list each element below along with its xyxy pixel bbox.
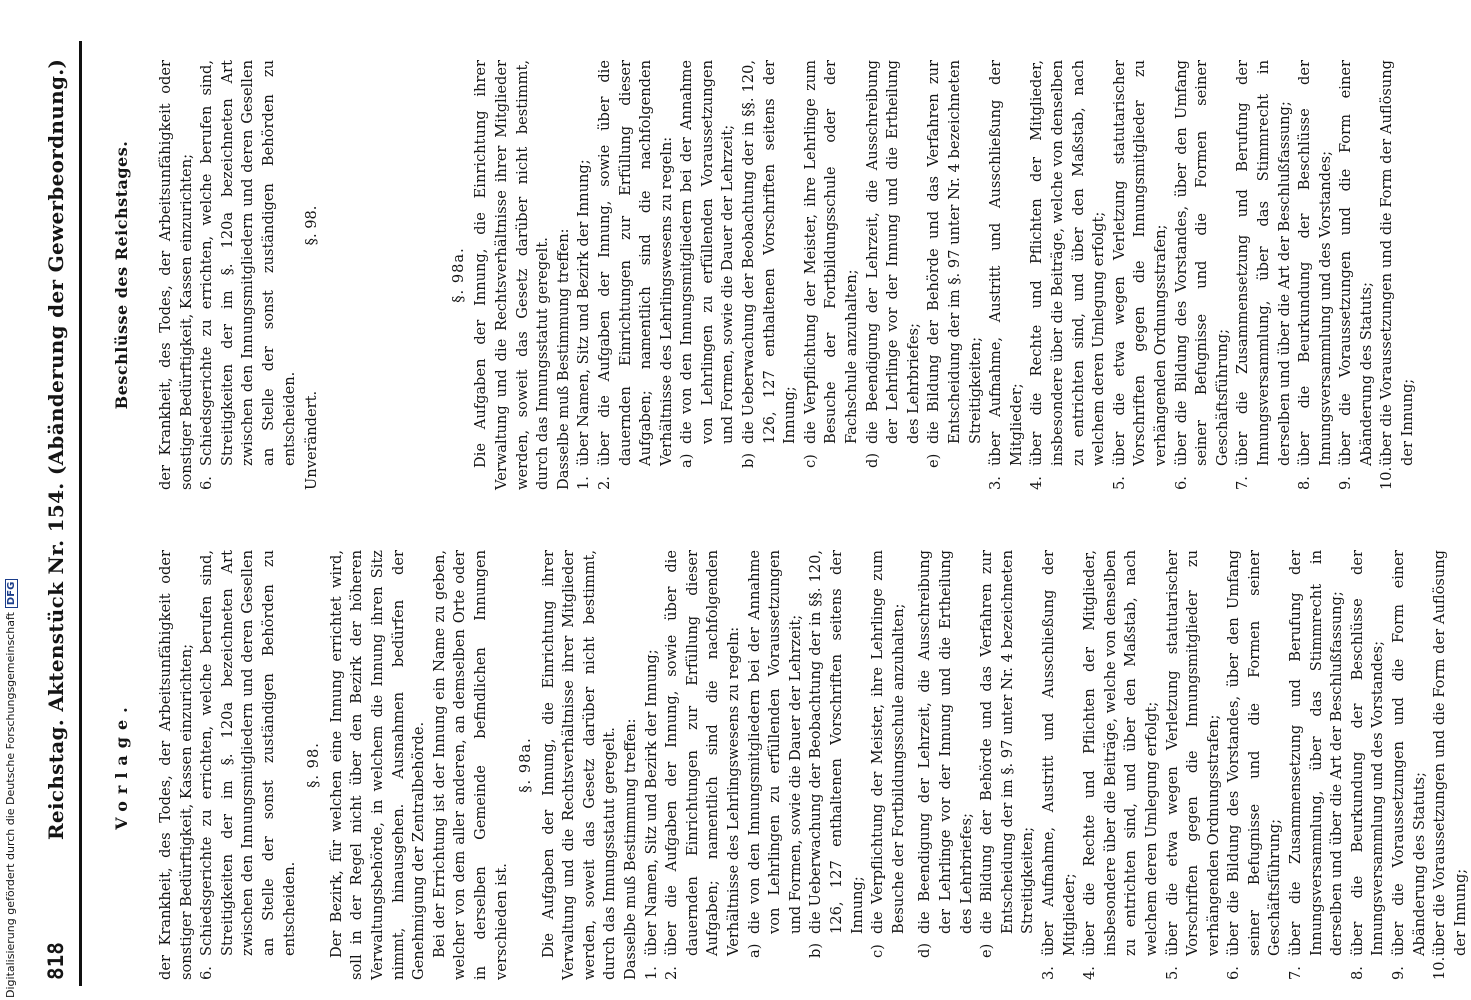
column-beschluesse: [112, 60, 1419, 490]
section-heading-98a: §. 98a.: [449, 247, 467, 303]
header-rule: [79, 41, 82, 986]
list-item-2: 2. über die Aufgaben der Innung, sowie über die dauernden Einrichtungen zur Erfüllung dieser Aufgaben; namentlich sind die nachfolgenden Verhältnisse des Lehrlingswesens zu regeln:: [595, 60, 675, 490]
list-item-6: 6. Schiedsgerichte zu errichten, welche berufen sind, Streitigkeiten der im §. 120a bezeichneten Art zwischen den Innungsmitgliedern und deren Gesellen an Stelle der sonst zuständigen Behörden zu entscheiden.: [198, 60, 298, 490]
list-subitem-d: d) die Beendigung der Lehrzeit, die Ausschreibung der Lehrlinge vor der Innung und die Ertheilung des Lehrbriefes;: [916, 550, 975, 958]
list-subitem-c: c) die Verpflichtung der Meister, ihre Lehrlinge zum Besuche der Fortbildungsschule anzuhalten;: [869, 550, 907, 958]
list-item-8: 8. über die Beurkundung der Beschlüsse der Innungsversammlung und des Vorstandes;: [1348, 550, 1387, 980]
paragraph-98-2: Bei der Errichtung ist der Innung ein Name zu geben, welcher von dem aller anderen, an demselben Orte oder in derselben Gemeinde befindlichen Innungen verschieden ist.: [430, 550, 510, 980]
list-item-1: 1. über Namen, Sitz und Bezirk der Innung;: [575, 159, 593, 490]
list-subitem-b: b) die Ueberwachung der Beobachtung der in §§. 120, 126, 127 enthaltenen Vorschriften seitens der Innung;: [740, 60, 799, 468]
section-heading-98: §. 98.: [305, 742, 323, 788]
list-item-3: 3. über Aufnahme, Austritt und Ausschließung der Mitglieder;: [1039, 550, 1078, 980]
paragraph-98a-2: Dasselbe muß Bestimmung treffen:: [554, 228, 572, 490]
list-item-4: 4. über die Rechte und Pflichten der Mitglieder, insbesondere über die Beiträge, welche von denselben zu entrichten sind, und über den Maßstab, nach welchem deren Umlegung erfolgt;: [1028, 60, 1108, 490]
list-item-1: 1. über Namen, Sitz und Bezirk der Innung;: [642, 649, 660, 980]
list-item-6b: 6. über die Bildung des Vorstandes, über den Umfang seiner Befugnisse und die Formen seiner Geschäftsführung;: [1225, 550, 1284, 980]
column-vorlage: [112, 550, 1471, 980]
paragraph-98a-1: Die Aufgaben der Innung, die Einrichtung ihrer Verwaltung und die Rechtsverhältnisse ihrer Mitglieder werden, soweit das Gesetz darüber nicht bestimmt, durch das Innungsstatut geregelt.: [472, 60, 552, 490]
list-item-10: 10. über die Voraussetzungen und die Form der Auflösung der Innung;: [1378, 60, 1417, 490]
list-subitem-c: c) die Verpflichtung der Meister, ihre Lehrlinge zum Besuche der Fortbildungsschule oder der Fachschule anzuhalten;: [801, 60, 861, 468]
list-subitem-e: e) die Bildung der Behörde und das Verfahren zur Entscheidung der im §. 97 unter Nr. 4 bezeichneten Streitigkeiten;: [925, 60, 984, 468]
list-item-4: 4. über die Rechte und Pflichten der Mitglieder, insbesondere über die Beiträge, welche von denselben zu entrichten sind, und über den Maßstab, nach welchem deren Umlegung erfolgt;: [1081, 550, 1160, 980]
list-item-3: 3. über Aufnahme, Austritt und Ausschließung der Mitglieder;: [987, 60, 1025, 490]
list-subitem-b: b) die Ueberwachung der Beobachtung der in §§. 120, 126, 127 enthaltenen Vorschriften seitens der Innung;: [807, 550, 866, 958]
running-head: Reichstag. Aktenstück Nr. 154. (Abänderung der Gewerbeordnung.): [44, 58, 68, 840]
list-item-2: 2. über die Aufgaben der Innung, sowie über die dauernden Einrichtungen zur Erfüllung dieser Aufgaben; namentlich sind die nachfolgenden Verhältnisse des Lehrlingswesens zu regeln:: [663, 550, 743, 980]
intro-text: der Krankheit, des Todes, der Arbeitsunfähigkeit oder sonstiger Bedürftigkeit, Kassen einzurichten;: [157, 550, 195, 980]
list-item-9: 9. über die Voraussetzungen und die Form einer Abänderung des Statuts;: [1337, 60, 1375, 490]
list-item-9: 9. über die Voraussetzungen und die Form einer Abänderung des Statuts;: [1390, 550, 1428, 980]
list-item-7: 7. über die Zusammensetzung und Berufung der Innungsversammlung, über das Stimmrecht in derselben und über die Art der Beschlußfassung;: [1287, 550, 1346, 980]
list-subitem-a: a) die von den Innungsmitgliedern bei der Annahme von Lehrlingen zu erfüllenden Voraussetzungen und Formen, sowie die Dauer der Lehrzeit;: [678, 60, 737, 468]
digitization-credit: [4, 0, 18, 998]
page-number: 818: [44, 942, 68, 980]
item-text: Schiedsgerichte zu errichten, welche berufen sind, Streitigkeiten der im §. 120a bezeichneten Art zwischen den Innungsmitgliedern und deren Gesellen an Stelle der sonst zuständigen Behörden zu entscheiden.: [198, 550, 298, 956]
column-title-vorlage: Vorlage.: [112, 700, 131, 830]
item-number: 6.: [198, 966, 216, 980]
list-item-7: 7. über die Zusammensetzung und Berufung der Innungsversammlung, über das Stimmrecht in derselben und über die Art der Beschlußfassung;: [1234, 60, 1293, 490]
list-subitem-e: e) die Bildung der Behörde und das Verfahren zur Entscheidung der im §. 97 unter Nr. 4 bezeichneten Streitigkeiten;: [978, 550, 1037, 958]
list-item-5: 5. über die etwa wegen Verletzung statutarischer Vorschriften gegen die Innungsmitglieder zu verhängenden Ordnungsstrafen;: [1110, 60, 1169, 490]
unchanged-row: [302, 60, 323, 490]
paragraph-98-1: Der Bezirk, für welchen eine Innung errichtet wird, soll in der Regel nicht über den Bezirk der höheren Verwaltungsbehörde, in welchem die Innung ihren Sitz nimmt, hinausgehen. Ausnahmen bedürfen der Genehmigung der Zentralbehörde.: [327, 550, 428, 980]
paragraph-98a-1: Die Aufgaben der Innung, die Einrichtung ihrer Verwaltung und die Rechtsverhältnisse ihrer Mitglieder werden, soweit das Gesetz darüber nicht bestimmt, durch das Innungsstatut geregelt.: [539, 550, 619, 980]
paragraph-98a-2: Dasselbe muß Bestimmung treffen:: [622, 718, 640, 980]
list-item-8: 8. über die Beurkundung der Beschlüsse der Innungsversammlung und des Vorstandes;: [1296, 60, 1334, 490]
list-subitem-d: d) die Beendigung der Lehrzeit, die Ausschreibung der Lehrlinge vor der Innung und die Ertheilung des Lehrbriefes;: [863, 60, 922, 468]
section-heading-98a: §. 98a.: [517, 737, 535, 793]
unchanged-label: Unverändert.: [303, 390, 321, 490]
credit-text: Digitalisierung gefördert durch die Deutsche Forschungsgemeinschaft: [4, 612, 17, 998]
column-title-beschluesse: Beschlüsse des Reichstages.: [112, 140, 131, 410]
list-subitem-a: a) die von den Innungsmitgliedern bei der Annahme von Lehrlingen zu erfüllenden Voraussetzungen und Formen, sowie die Dauer der Lehrzeit;: [745, 550, 804, 958]
list-item-6b: 6. über die Bildung des Vorstandes, über den Umfang seiner Befugnisse und die Formen seiner Geschäftsführung;: [1172, 60, 1231, 490]
intro-text: der Krankheit, des Todes, der Arbeitsunfähigkeit oder sonstiger Bedürftigkeit, Kassen einzurichten;: [157, 60, 195, 490]
list-item-5: 5. über die etwa wegen Verletzung statutarischer Vorschriften gegen die Innungsmitglieder zu verhängenden Ordnungsstrafen;: [1163, 550, 1222, 980]
list-item-10: 10. über die Voraussetzungen und die Form der Auflösung der Innung;: [1431, 550, 1469, 980]
section-heading-98: §. 98.: [303, 205, 321, 246]
list-item-6: [197, 550, 300, 980]
dfg-logo: DFG: [5, 579, 18, 608]
